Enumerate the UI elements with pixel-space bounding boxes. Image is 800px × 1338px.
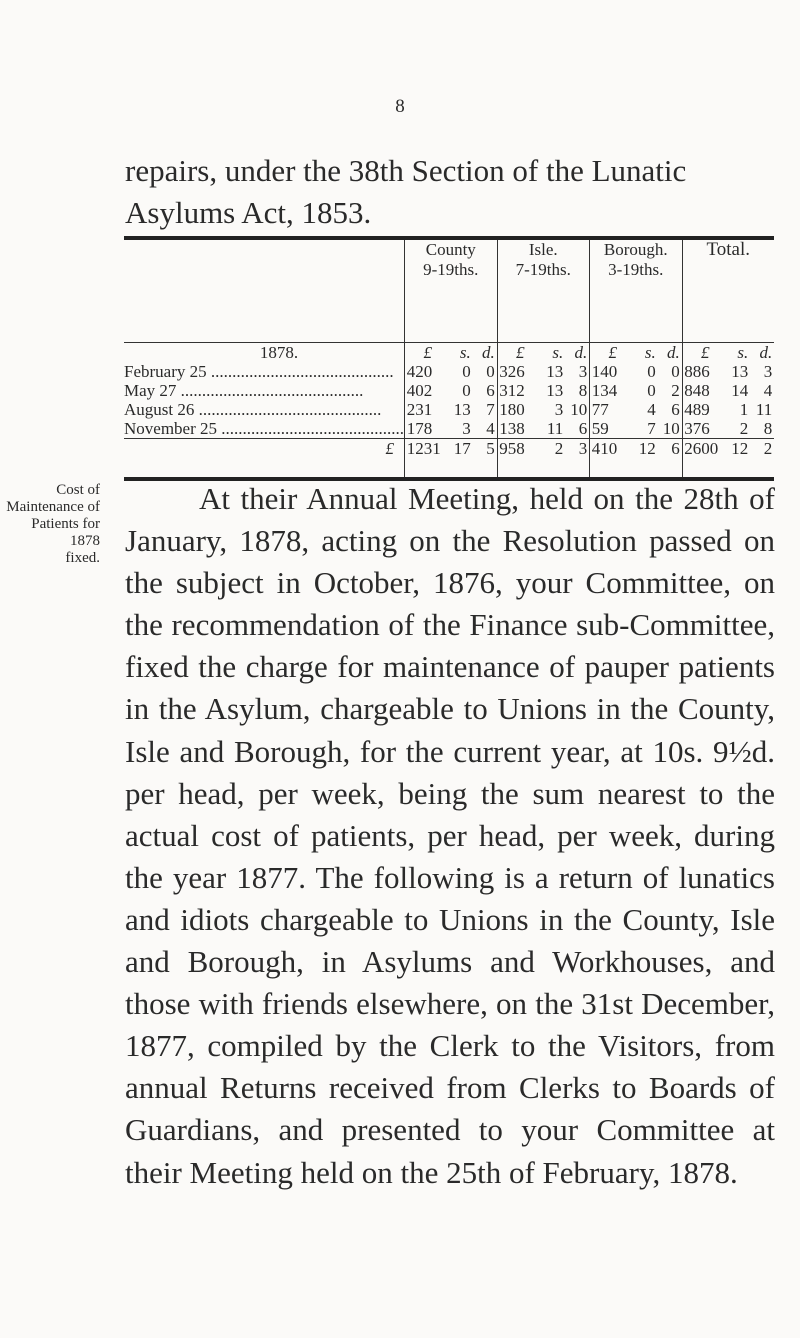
amount: 420 0 0 xyxy=(406,362,495,381)
county-total: 1231 17 5 xyxy=(405,439,498,480)
amount: 77 4 6 xyxy=(591,400,680,419)
amount: 848 14 4 xyxy=(684,381,773,400)
amount: 140 0 0 xyxy=(591,362,680,381)
row-date: November 25 ..... xyxy=(124,419,404,438)
grand-total: 2600 12 2 xyxy=(682,439,774,480)
intro-text: repairs, under the 38th Section of the Lunatic Asylums Act, 1853. xyxy=(125,153,687,230)
totals-row xyxy=(124,439,774,480)
amount: 489 1 11 xyxy=(684,400,773,419)
isle-column xyxy=(497,343,590,439)
amount: 138 11 6 xyxy=(499,419,588,438)
body-paragraph: At their Annual Meeting, held on the 28th of January, 1878, acting on the Resolution passed on the subject in October, 1876, your Committee, on the recommendation of the Finance sub-Committee, fixed the charge for maintenance of pauper patients in the Asylum, chargeable to Unions in the County, Isle and Borough, for the current year, at 10s. 9½d. per head, per week, being the sum nearest to the actual cost of patients, per head, per week, during the year 1877. The following is a return of lunatics and idiots chargeable to Unions in the County, Isle and Borough, in Asylums and Workhouses, and those with friends elsewhere, on the 31st December, 1877, compiled by the Clerk to the Visitors, from annual Returns received from Clerks to Boards of Guardians, and presented to your Committee at their Meeting held on the 25th of February, 1878. xyxy=(125,481,775,1190)
amount: 178 3 4 xyxy=(406,419,495,438)
total-column xyxy=(682,343,774,439)
header-borough: Borough. 3-19ths. xyxy=(590,238,683,343)
totals-label: £ xyxy=(124,439,405,480)
amount: 59 7 10 xyxy=(591,419,680,438)
body-text xyxy=(125,478,775,1194)
page-number: 8 xyxy=(395,96,405,117)
county-column xyxy=(405,343,498,439)
row-date: August 26 ..... xyxy=(124,400,404,419)
header-isle: Isle. 7-19ths. xyxy=(497,238,590,343)
amount: 134 0 2 xyxy=(591,381,680,400)
borough-column xyxy=(590,343,683,439)
row-date: February 25 ..... xyxy=(124,362,404,381)
borough-total: 410 12 6 xyxy=(590,439,683,480)
amount: 180 3 10 xyxy=(499,400,588,419)
row-date: May 27 ..... xyxy=(124,381,404,400)
amount: 886 13 3 xyxy=(684,362,773,381)
currency-header: £ s. d. xyxy=(423,343,495,362)
header-total: Total. xyxy=(682,238,774,343)
amount: 231 13 7 xyxy=(406,400,495,419)
margin-note: Cost of Maintenance of Patients for 1878 fixed. xyxy=(6,482,100,566)
year-label: 1878. xyxy=(259,343,299,362)
currency-header: £ s. d. xyxy=(516,343,588,362)
currency-header: £ s. d. xyxy=(701,343,773,362)
header-blank xyxy=(124,238,405,343)
amount: 312 13 8 xyxy=(499,381,588,400)
amount: 376 2 8 xyxy=(684,419,773,438)
currency-header: £ s. d. xyxy=(608,343,680,362)
maintenance-table xyxy=(124,236,774,481)
amount: 326 13 3 xyxy=(499,362,588,381)
header-county: County 9-19ths. xyxy=(405,238,498,343)
amount: 402 0 6 xyxy=(406,381,495,400)
isle-total: 958 2 3 xyxy=(497,439,590,480)
dates-column xyxy=(124,343,405,439)
